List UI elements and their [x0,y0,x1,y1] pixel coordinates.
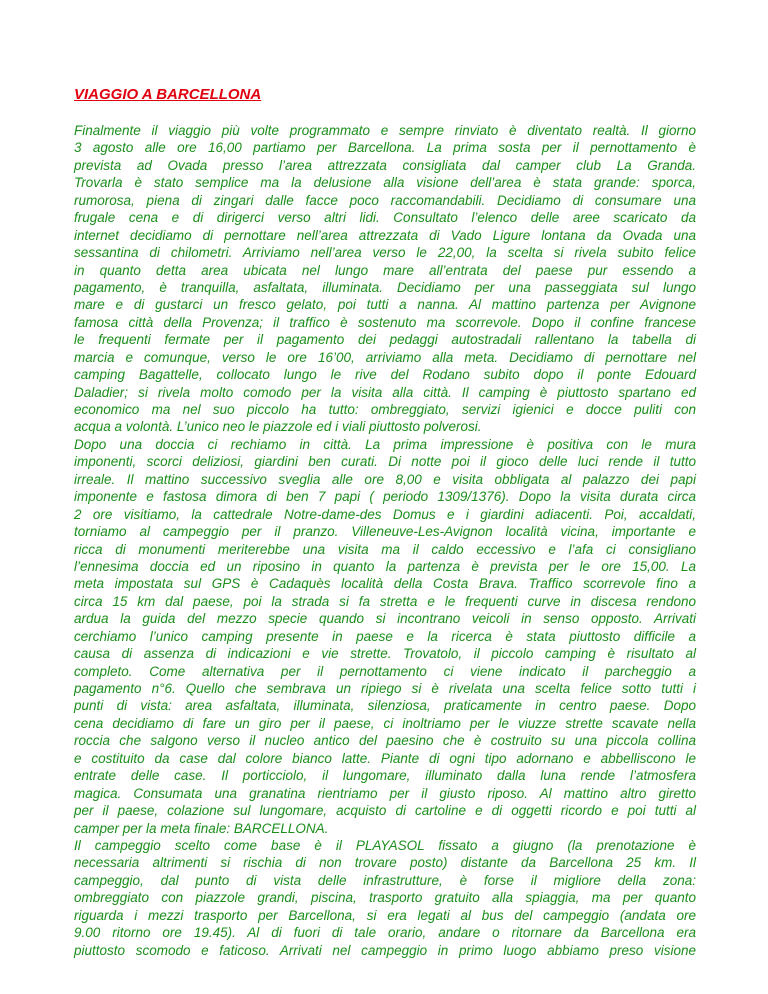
text-line: campeggio, dal punto di vista delle infrastrutture, è forse il migliore della zona: [74,872,696,888]
text-line: e costituito da case dal colore bianco latte. Piante di ogni tipo adornano e abbelliscono le [74,750,696,766]
text-line: cena decidiamo di fare un giro per il paese, ci inoltriamo per le viuzze strette scavate nella [74,715,696,731]
text-line: circa 15 km dal paese, poi la strada si fa stretta e le frequenti curve in discesa rendono [74,593,696,609]
text-line: l’ennesima doccia ed un riposino in quanto la partenza è prevista per le ore 15,00. La [74,558,696,574]
text-line: meta impostata sul GPS è Cadaquès località della Costa Brava. Traffico scorrevole fino a [74,576,696,592]
text-line: necessaria altrimenti si rischia di non trovare posto) distante da Barcellona 25 km. Il [74,855,696,871]
text-line: Il campeggio scelto come base è il PLAYASOL fissato a giugno (la prenotazione è [74,837,696,853]
text-line: ricca di monumenti meriterebbe una visita ma il caldo eccessivo e l’afa ci consigliano [74,541,696,557]
text-line: sessantina di chilometri. Arriviamo nell’area verso le 22,00, la scelta si rivela subito felice [74,245,696,261]
text-line: internet decidiamo di pernottare nell’area attrezzata di Vado Ligure lontana da Ovada una [74,227,696,243]
text-line: 3 agosto alle ore 16,00 partiamo per Barcellona. La prima sosta per il pernottamento è [74,140,696,156]
text-line: causa di assenza di indicazioni e vie strette. Trovatolo, il piccolo camping è risultato al [74,646,696,662]
text-line: frugale cena e di dirigerci verso altri lidi. Consultato l’elenco delle aree scaricato da [74,210,696,226]
text-line: ombreggiato con piazzole grandi, piscina, trasporto gratuito alla spiaggia, ma per quanto [74,890,696,906]
text-line: torniamo al campeggio per il pranzo. Villeneuve-Les-Avignon località vicina, importante e [74,524,696,540]
text-line: magica. Consumata una granatina rientriamo per il giusto riposo. Al mattino altro giretto [74,785,696,801]
text-line: Trovarla è stato semplice ma la delusione alla visione dell’area è stata grande: sporca, [74,175,696,191]
text-line: ardua la guida del mezzo specie quando si incontrano veicoli in senso opposto. Arrivati [74,611,696,627]
text-line: acqua a volontà. L’unico neo le piazzole ed i viali piuttosto polverosi. [74,419,482,435]
text-line: in quanto detta area ubicata nel lungo mare all’entrata del paese pur essendo a [74,262,696,278]
text-line: camping Bagattelle, collocato lungo le rive del Rodano subito dopo il ponte Edouard [74,367,696,383]
document-body [74,122,696,959]
text-line: 2 ore visitiamo, la cattedrale Notre-dame-des Domus e i giardini adiacenti. Poi, accaldati, [74,506,696,522]
text-line: cerchiamo l’unico camping presente in paese e la ricerca è stata piuttosto difficile a [74,628,696,644]
text-line: entrate delle case. Il porticciolo, il lungomare, illuminato dalla luna rende l’atmosfera [74,768,696,784]
text-line: Daladier; si rivela molto comodo per la visita alla città. Il camping è piuttosto spartano ed [74,384,696,400]
text-line: Finalmente il viaggio più volte programmato e sempre rinviato è diventato realtà. Il giorno [74,123,696,138]
text-line: irreale. Il mattino successivo sveglia alle ore 8,00 e visita obbligata al palazzo dei papi [74,471,696,487]
text-line: marcia e comunque, verso le ore 16’00, arriviamo alla meta. Decidiamo di pernottare nel [74,349,696,365]
text-line: mare e di gustarci un fresco gelato, poi tutti a nanna. Al mattino partenza per Avignone [74,297,696,313]
text-line: piuttosto scomodo e faticoso. Arrivati nel campeggio in primo luogo abbiamo preso visione [74,942,696,958]
text-line: Dopo una doccia ci rechiamo in città. La prima impressione è positiva con le mura [74,436,696,452]
text-line: famosa città della Provenza; il traffico è sostenuto ma scorrevole. Dopo il confine francese [74,314,696,330]
text-line: le frequenti fermate per il pagamento dei pedaggi autostradali rallentano la tabella di [74,332,696,348]
text-line: imponente e fastosa dimora di ben 7 papi ( periodo 1309/1376). Dopo la visita durata circa [74,489,696,505]
text-line: 9.00 ritorno ore 19.45). Al di fuori di tale orario, andare o ritornare da Barcellona era [74,925,696,941]
text-line: pagamento, è tranquilla, asfaltata, illuminata. Decidiamo per una passeggiata sul lungo [74,279,696,295]
text-line: completo. Come alternativa per il pernottamento ci viene indicato il parcheggio a [74,663,696,679]
text-line: prevista ad Ovada presso l’area attrezzata consigliata dal camper club La Granda. [74,157,696,173]
text-line: per il paese, colazione sul lungomare, acquisto di cartoline e di oggetti ricordo e poi tutti al [74,803,696,819]
text-line: rumorosa, piena di zingari dalle facce poco raccomandabili. Decidiamo di consumare una [74,192,696,208]
text-line: imponenti, scorci deliziosi, giardini ben curati. Di notte poi il gioco delle luci rende il tutto [74,454,696,470]
document-title: VIAGGIO A BARCELLONA [74,86,262,103]
text-line: roccia che salgono verso il nucleo antico del paesino che è costruito su una piccola collina [74,733,696,749]
text-line: riguarda i mezzi trasporto per Barcellona, si era legati al bus del campeggio (andata ore [74,907,696,923]
text-line: pagamento n°6. Quello che sembrava un ripiego si è rivelata una scelta felice sotto tutti i [74,681,696,696]
text-line: camper per la meta finale: BARCELLONA. [74,820,329,836]
text-line: economico ma nel suo piccolo ha tutto: ombreggiato, servizi igienici e docce puliti con [74,402,696,417]
text-line: punti di vista: area asfaltata, illuminata, silenziosa, praticamente in centro paese. Dopo [74,698,696,714]
